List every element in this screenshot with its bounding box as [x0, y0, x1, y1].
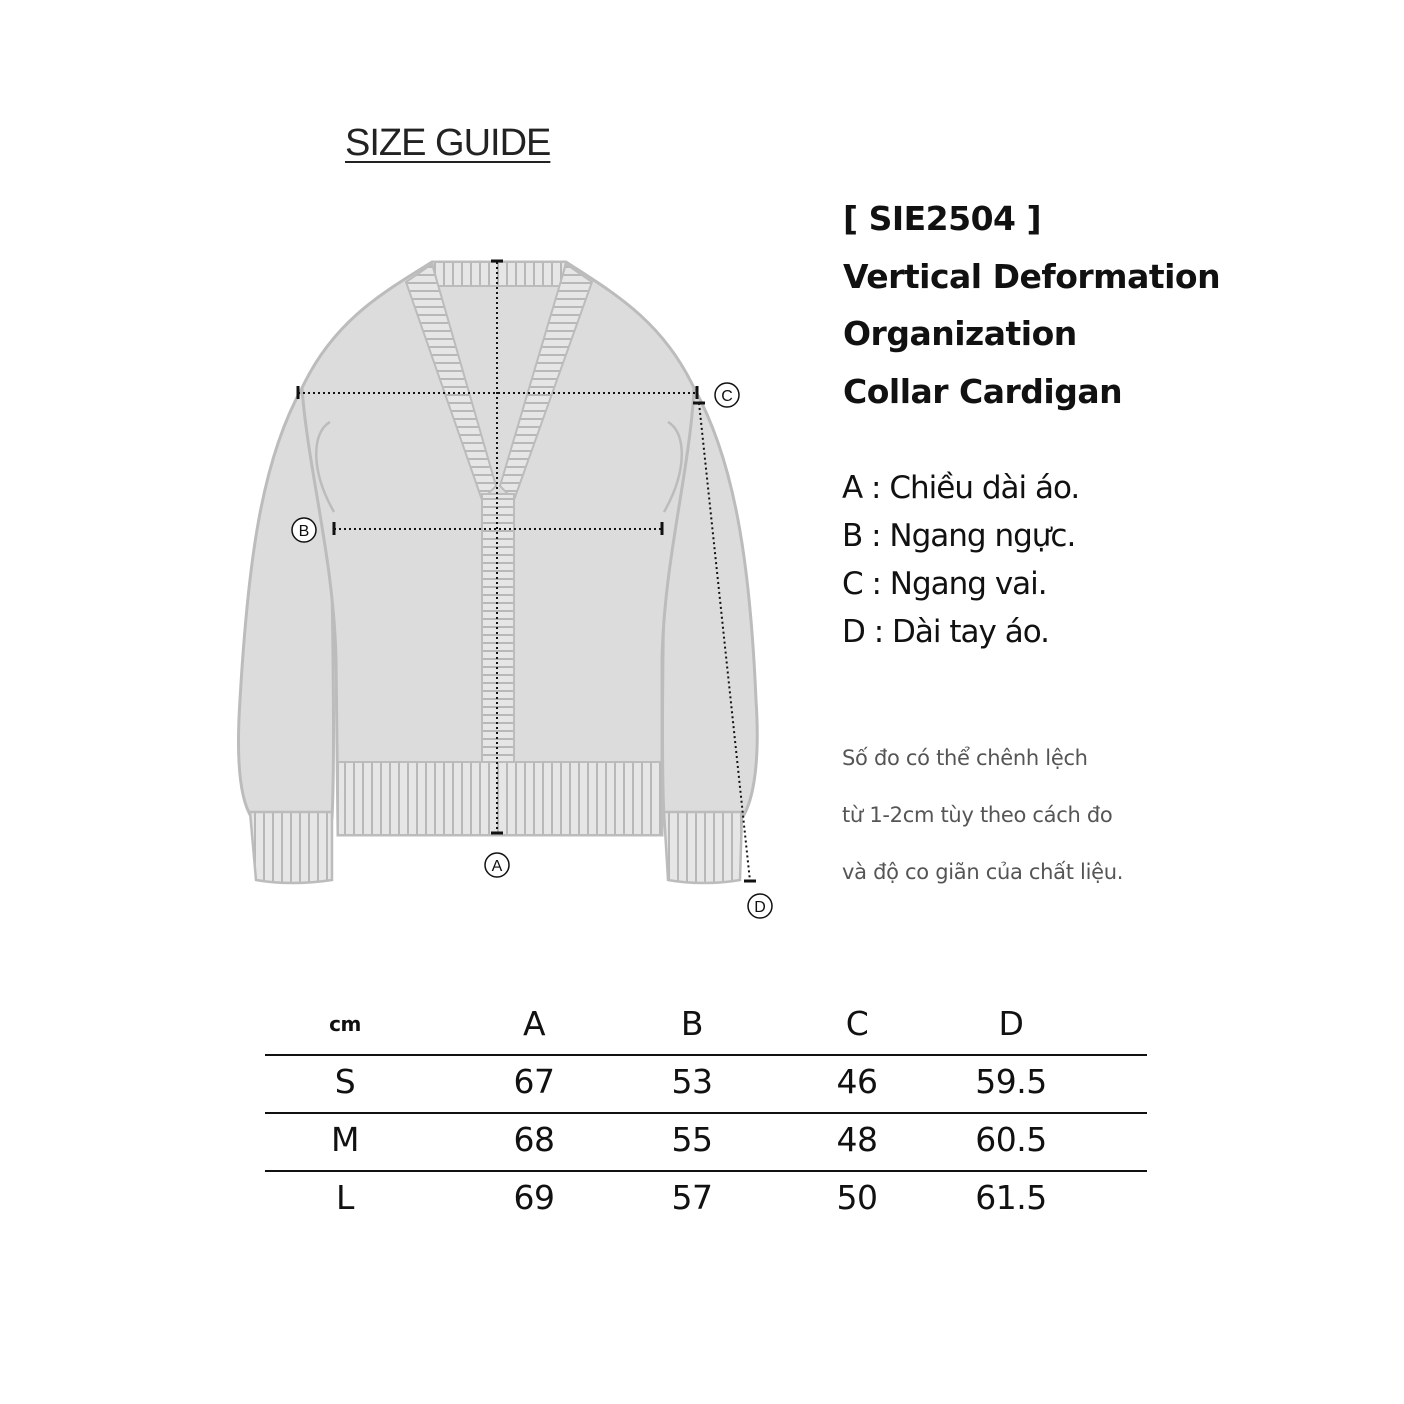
svg-text:A: A: [491, 858, 503, 875]
marker-d: [748, 894, 772, 918]
table-cell: 59.5: [975, 1062, 1047, 1101]
table-cell: 67: [513, 1062, 555, 1101]
size-label: S: [334, 1062, 356, 1101]
product-name-line: Vertical Deformation: [843, 256, 1221, 296]
left-cuff: [250, 812, 332, 883]
table-row: [265, 1170, 1147, 1228]
table-cell: 55: [671, 1120, 713, 1159]
table-cell: 48: [836, 1120, 878, 1159]
product-name-line: Organization: [843, 314, 1077, 353]
legend-item-d: D : Dài tay áo.: [842, 614, 1049, 650]
table-cell: 53: [671, 1062, 713, 1101]
hem-band: [338, 762, 662, 835]
page-title: SIZE GUIDE: [345, 122, 551, 164]
legend-item-c: C : Ngang vai.: [842, 566, 1047, 602]
table-cell: 69: [513, 1178, 555, 1217]
marker-b: [292, 518, 316, 542]
svg-text:B: B: [298, 523, 310, 540]
note-line: Số đo có thể chênh lệch: [842, 746, 1088, 770]
legend-item-b: B : Ngang ngực.: [842, 518, 1076, 554]
marker-c: [715, 383, 739, 407]
table-cell: 61.5: [975, 1178, 1047, 1217]
unit-label: cm: [329, 1012, 361, 1036]
table-header-row: [265, 998, 1147, 1054]
column-header: B: [680, 1004, 704, 1043]
column-header: D: [998, 1004, 1024, 1043]
table-row: [265, 1112, 1147, 1170]
product-code: [ SIE2504 ]: [843, 199, 1042, 238]
table-row: [265, 1054, 1147, 1112]
right-cuff: [664, 812, 742, 883]
marker-a: [485, 853, 509, 877]
size-label: M: [331, 1120, 359, 1159]
table-cell: 46: [836, 1062, 878, 1101]
table-cell: 57: [671, 1178, 713, 1217]
product-name-line: Collar Cardigan: [843, 371, 1123, 411]
column-header: A: [522, 1004, 546, 1043]
svg-text:C: C: [721, 388, 733, 405]
column-header: C: [845, 1004, 869, 1043]
table-cell: 60.5: [975, 1120, 1047, 1159]
size-label: L: [336, 1178, 354, 1217]
back-collar-band: [432, 262, 566, 286]
legend-item-a: A : Chiều dài áo.: [842, 470, 1080, 506]
table-cell: 68: [513, 1120, 555, 1159]
note-line: từ 1-2cm tùy theo cách đo: [842, 803, 1113, 827]
size-table: [265, 998, 1147, 1228]
note-line: và độ co giãn của chất liệu.: [842, 860, 1124, 884]
svg-text:D: D: [754, 899, 766, 916]
table-cell: 50: [836, 1178, 878, 1217]
